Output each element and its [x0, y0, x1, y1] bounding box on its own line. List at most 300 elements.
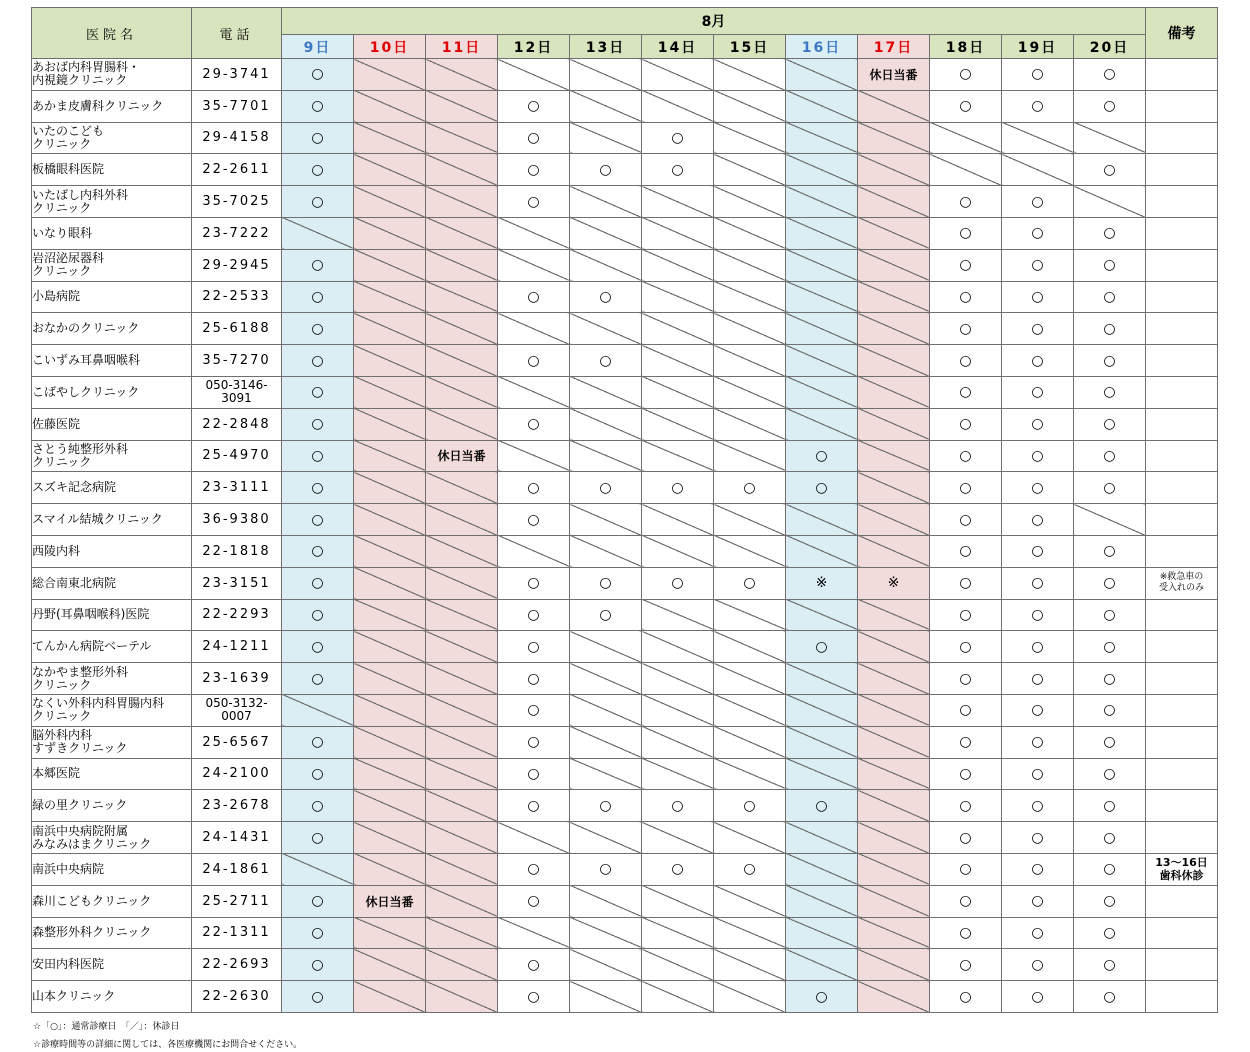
open-mark-cell: ○: [282, 981, 354, 1013]
closed-cell: [714, 313, 786, 345]
closed-cell: [354, 663, 426, 695]
closed-cell: [714, 694, 786, 726]
closed-cell: [570, 59, 642, 91]
closed-cell: [786, 535, 858, 567]
open-mark-cell: ○: [1002, 408, 1074, 440]
open-mark-cell: ○: [1074, 822, 1146, 854]
closed-cell: [354, 217, 426, 249]
closed-cell: [426, 408, 498, 440]
table-row: [32, 631, 1218, 663]
closed-cell: [786, 313, 858, 345]
closed-cell: [1074, 186, 1146, 218]
clinic-name: いたばし内科外科 クリニック: [32, 186, 192, 218]
clinic-phone: 22-2693: [192, 949, 282, 981]
remarks-cell: [1146, 472, 1218, 504]
remarks-cell: 13～16日 歯科休診: [1146, 853, 1218, 885]
closed-cell: [714, 281, 786, 313]
closed-cell: [1074, 122, 1146, 154]
open-mark-cell: ○: [282, 186, 354, 218]
clinic-phone: 22-2630: [192, 981, 282, 1013]
remarks-cell: [1146, 663, 1218, 695]
header-day-7: 16日: [786, 35, 858, 59]
clinic-name: 佐藤医院: [32, 408, 192, 440]
table-row: [32, 790, 1218, 822]
clinic-phone: 22-2848: [192, 408, 282, 440]
clinic-name: なくい外科内科胃腸内科 クリニック: [32, 694, 192, 726]
closed-cell: [858, 981, 930, 1013]
clinic-phone: 050-3132- 0007: [192, 694, 282, 726]
table-row: [32, 59, 1218, 91]
clinic-phone: 050-3146- 3091: [192, 376, 282, 408]
open-mark-cell: ○: [1002, 90, 1074, 122]
closed-cell: [714, 981, 786, 1013]
closed-cell: [786, 122, 858, 154]
open-mark-cell: ○: [1074, 790, 1146, 822]
open-mark-cell: ○: [282, 726, 354, 758]
open-mark-cell: ○: [498, 790, 570, 822]
clinic-phone: 25-4970: [192, 440, 282, 472]
holiday-duty-cell: [354, 885, 426, 917]
open-mark-cell: ○: [1074, 408, 1146, 440]
closed-cell: [858, 694, 930, 726]
holiday-duty-label: 休日当番: [437, 449, 486, 464]
closed-cell: [426, 663, 498, 695]
closed-cell: [354, 758, 426, 790]
closed-cell: [426, 472, 498, 504]
closed-cell: [498, 217, 570, 249]
closed-cell: [858, 599, 930, 631]
open-mark-cell: ○: [282, 885, 354, 917]
open-mark-cell: ○: [282, 917, 354, 949]
open-mark-cell: ○: [1002, 885, 1074, 917]
table-row: [32, 408, 1218, 440]
closed-cell: [354, 790, 426, 822]
closed-cell: [354, 631, 426, 663]
closed-cell: [858, 631, 930, 663]
closed-cell: [930, 154, 1002, 186]
remarks-cell: [1146, 249, 1218, 281]
clinic-name: 小島病院: [32, 281, 192, 313]
closed-cell: [570, 758, 642, 790]
closed-cell: [426, 281, 498, 313]
open-mark-cell: ○: [930, 376, 1002, 408]
closed-cell: [642, 599, 714, 631]
open-mark-cell: ○: [498, 345, 570, 377]
open-mark-cell: ○: [930, 217, 1002, 249]
closed-cell: [426, 186, 498, 218]
open-mark-cell: ○: [930, 726, 1002, 758]
clinic-name: スズキ記念病院: [32, 472, 192, 504]
closed-cell: [642, 345, 714, 377]
open-mark-cell: ○: [714, 853, 786, 885]
clinic-name: 板橋眼科医院: [32, 154, 192, 186]
closed-cell: [426, 535, 498, 567]
remarks-cell: [1146, 949, 1218, 981]
closed-cell: [642, 917, 714, 949]
clinic-name: 森川こどもクリニック: [32, 885, 192, 917]
open-mark-cell: ○: [498, 408, 570, 440]
closed-cell: [858, 663, 930, 695]
closed-cell: [642, 822, 714, 854]
open-mark-cell: ○: [282, 90, 354, 122]
table-row: [32, 694, 1218, 726]
open-mark-cell: ○: [570, 472, 642, 504]
closed-cell: [642, 59, 714, 91]
remarks-cell: [1146, 726, 1218, 758]
closed-cell: [642, 885, 714, 917]
closed-cell: [570, 917, 642, 949]
open-mark-cell: ○: [570, 281, 642, 313]
open-mark-cell: ○: [1074, 376, 1146, 408]
open-mark-cell: ○: [498, 186, 570, 218]
closed-cell: [426, 885, 498, 917]
table-row: [32, 313, 1218, 345]
open-mark-cell: ○: [282, 313, 354, 345]
closed-cell: [354, 59, 426, 91]
open-mark-cell: ○: [282, 440, 354, 472]
open-mark-cell: ○: [930, 822, 1002, 854]
open-mark-cell: ○: [1074, 59, 1146, 91]
clinic-phone: 22-2293: [192, 599, 282, 631]
open-mark-cell: ○: [642, 790, 714, 822]
closed-cell: [570, 217, 642, 249]
closed-cell: [282, 217, 354, 249]
closed-cell: [642, 408, 714, 440]
open-mark-cell: ○: [1074, 90, 1146, 122]
closed-cell: [642, 313, 714, 345]
closed-cell: [354, 281, 426, 313]
closed-cell: [642, 281, 714, 313]
table-row: [32, 90, 1218, 122]
closed-cell: [714, 663, 786, 695]
remarks-cell: [1146, 440, 1218, 472]
closed-cell: [354, 408, 426, 440]
open-mark-cell: ○: [786, 472, 858, 504]
closed-cell: [714, 249, 786, 281]
open-mark-cell: ○: [930, 599, 1002, 631]
open-mark-cell: ○: [786, 790, 858, 822]
special-mark-cell: ※: [858, 567, 930, 599]
closed-cell: [786, 694, 858, 726]
open-mark-cell: ○: [930, 313, 1002, 345]
header-phone: 電話: [192, 8, 282, 59]
schedule-body: [32, 59, 1218, 1013]
open-mark-cell: ○: [1002, 599, 1074, 631]
closed-cell: [426, 822, 498, 854]
closed-cell: [642, 726, 714, 758]
closed-cell: [354, 917, 426, 949]
table-row: [32, 853, 1218, 885]
closed-cell: [786, 917, 858, 949]
table-row: [32, 504, 1218, 536]
open-mark-cell: ○: [282, 949, 354, 981]
remarks-cell: [1146, 758, 1218, 790]
clinic-phone: 29-2945: [192, 249, 282, 281]
header-day-9: 18日: [930, 35, 1002, 59]
closed-cell: [714, 217, 786, 249]
clinic-name: いたのこども クリニック: [32, 122, 192, 154]
clinic-name: 南浜中央病院: [32, 853, 192, 885]
open-mark-cell: ○: [642, 567, 714, 599]
closed-cell: [354, 535, 426, 567]
clinic-phone: 23-1639: [192, 663, 282, 695]
remarks-cell: [1146, 790, 1218, 822]
closed-cell: [1002, 122, 1074, 154]
open-mark-cell: ○: [930, 59, 1002, 91]
closed-cell: [786, 281, 858, 313]
open-mark-cell: ○: [282, 408, 354, 440]
closed-cell: [858, 376, 930, 408]
table-row: [32, 663, 1218, 695]
closed-cell: [354, 122, 426, 154]
open-mark-cell: ○: [282, 376, 354, 408]
closed-cell: [570, 313, 642, 345]
open-mark-cell: ○: [930, 408, 1002, 440]
clinic-phone: 23-2678: [192, 790, 282, 822]
open-mark-cell: ○: [498, 981, 570, 1013]
clinic-phone: 24-1211: [192, 631, 282, 663]
table-row: [32, 949, 1218, 981]
clinic-name: あかま皮膚科クリニック: [32, 90, 192, 122]
closed-cell: [858, 345, 930, 377]
closed-cell: [426, 949, 498, 981]
header-month: 8月: [282, 8, 1146, 35]
open-mark-cell: ○: [1074, 758, 1146, 790]
open-mark-cell: ○: [1074, 694, 1146, 726]
closed-cell: [642, 440, 714, 472]
closed-cell: [282, 694, 354, 726]
open-mark-cell: ○: [930, 885, 1002, 917]
open-mark-cell: ○: [282, 122, 354, 154]
table-row: [32, 186, 1218, 218]
open-mark-cell: ○: [570, 154, 642, 186]
closed-cell: [714, 186, 786, 218]
open-mark-cell: ○: [1002, 726, 1074, 758]
open-mark-cell: ○: [570, 345, 642, 377]
open-mark-cell: ○: [930, 631, 1002, 663]
closed-cell: [786, 345, 858, 377]
closed-cell: [714, 504, 786, 536]
remarks-cell: [1146, 885, 1218, 917]
remarks-cell: [1146, 313, 1218, 345]
table-row: [32, 440, 1218, 472]
closed-cell: [714, 726, 786, 758]
closed-cell: [570, 694, 642, 726]
remarks-cell: [1146, 376, 1218, 408]
closed-cell: [570, 949, 642, 981]
open-mark-cell: ○: [498, 663, 570, 695]
open-mark-cell: ○: [786, 981, 858, 1013]
closed-cell: [498, 376, 570, 408]
remarks-cell: [1146, 345, 1218, 377]
closed-cell: [858, 535, 930, 567]
open-mark-cell: ○: [1074, 345, 1146, 377]
open-mark-cell: ○: [1002, 186, 1074, 218]
open-mark-cell: ○: [498, 154, 570, 186]
closed-cell: [714, 822, 786, 854]
header-day-6: 15日: [714, 35, 786, 59]
open-mark-cell: ○: [930, 90, 1002, 122]
closed-cell: [714, 885, 786, 917]
closed-cell: [858, 822, 930, 854]
clinic-phone: 22-1818: [192, 535, 282, 567]
table-row: [32, 249, 1218, 281]
open-mark-cell: ○: [282, 599, 354, 631]
closed-cell: [642, 949, 714, 981]
clinic-phone: 24-1431: [192, 822, 282, 854]
open-mark-cell: ○: [1002, 853, 1074, 885]
closed-cell: [426, 249, 498, 281]
open-mark-cell: ○: [786, 631, 858, 663]
remarks-cell: [1146, 981, 1218, 1013]
closed-cell: [570, 249, 642, 281]
closed-cell: [426, 694, 498, 726]
closed-cell: [1002, 154, 1074, 186]
open-mark-cell: ○: [1074, 981, 1146, 1013]
clinic-name: 西陵内科: [32, 535, 192, 567]
closed-cell: [786, 90, 858, 122]
open-mark-cell: ○: [282, 345, 354, 377]
open-mark-cell: ○: [1002, 790, 1074, 822]
closed-cell: [858, 90, 930, 122]
header-day-3: 12日: [498, 35, 570, 59]
open-mark-cell: ○: [498, 122, 570, 154]
open-mark-cell: ○: [282, 504, 354, 536]
open-mark-cell: ○: [570, 567, 642, 599]
table-row: [32, 981, 1218, 1013]
open-mark-cell: ○: [1002, 822, 1074, 854]
closed-cell: [354, 981, 426, 1013]
closed-cell: [858, 949, 930, 981]
open-mark-cell: ○: [1074, 281, 1146, 313]
open-mark-cell: ○: [930, 758, 1002, 790]
open-mark-cell: ○: [282, 822, 354, 854]
open-mark-cell: ○: [930, 853, 1002, 885]
clinic-phone: 25-6567: [192, 726, 282, 758]
closed-cell: [786, 822, 858, 854]
open-mark-cell: ○: [498, 567, 570, 599]
closed-cell: [642, 504, 714, 536]
open-mark-cell: ○: [642, 853, 714, 885]
closed-cell: [642, 535, 714, 567]
table-row: [32, 885, 1218, 917]
closed-cell: [714, 758, 786, 790]
open-mark-cell: ○: [930, 663, 1002, 695]
clinic-phone: 29-3741: [192, 59, 282, 91]
clinic-phone: 25-2711: [192, 885, 282, 917]
open-mark-cell: ○: [498, 631, 570, 663]
open-mark-cell: ○: [1002, 535, 1074, 567]
table-row: [32, 599, 1218, 631]
closed-cell: [498, 313, 570, 345]
closed-cell: [354, 249, 426, 281]
closed-cell: [570, 440, 642, 472]
closed-cell: [786, 885, 858, 917]
closed-cell: [642, 663, 714, 695]
header-day-0: 9日: [282, 35, 354, 59]
closed-cell: [426, 853, 498, 885]
open-mark-cell: ○: [1074, 249, 1146, 281]
remarks-cell: [1146, 59, 1218, 91]
closed-cell: [426, 631, 498, 663]
closed-cell: [858, 408, 930, 440]
open-mark-cell: ○: [570, 853, 642, 885]
open-mark-cell: ○: [1074, 853, 1146, 885]
closed-cell: [786, 154, 858, 186]
clinic-phone: 35-7270: [192, 345, 282, 377]
clinic-phone: 22-1311: [192, 917, 282, 949]
remarks-cell: [1146, 186, 1218, 218]
remarks-cell: ※救急車の 受入れのみ: [1146, 567, 1218, 599]
open-mark-cell: ○: [498, 281, 570, 313]
closed-cell: [642, 249, 714, 281]
closed-cell: [714, 376, 786, 408]
closed-cell: [570, 122, 642, 154]
remarks-cell: [1146, 281, 1218, 313]
clinic-name: 岩沼泌尿器科 クリニック: [32, 249, 192, 281]
remarks-cell: [1146, 122, 1218, 154]
open-mark-cell: ○: [1074, 726, 1146, 758]
closed-cell: [858, 122, 930, 154]
closed-cell: [786, 758, 858, 790]
open-mark-cell: ○: [714, 790, 786, 822]
closed-cell: [714, 917, 786, 949]
closed-cell: [858, 790, 930, 822]
closed-cell: [570, 981, 642, 1013]
clinic-phone: 22-2533: [192, 281, 282, 313]
clinic-phone: 36-9380: [192, 504, 282, 536]
closed-cell: [714, 535, 786, 567]
open-mark-cell: ○: [570, 790, 642, 822]
header-day-1: 10日: [354, 35, 426, 59]
closed-cell: [426, 504, 498, 536]
open-mark-cell: ○: [1002, 249, 1074, 281]
closed-cell: [642, 90, 714, 122]
open-mark-cell: ○: [282, 663, 354, 695]
open-mark-cell: ○: [1002, 472, 1074, 504]
closed-cell: [570, 535, 642, 567]
closed-cell: [354, 440, 426, 472]
closed-cell: [354, 504, 426, 536]
clinic-phone: 25-6188: [192, 313, 282, 345]
remarks-cell: [1146, 154, 1218, 186]
closed-cell: [570, 408, 642, 440]
open-mark-cell: ○: [642, 472, 714, 504]
open-mark-cell: ○: [714, 567, 786, 599]
clinic-name: こいずみ耳鼻咽喉科: [32, 345, 192, 377]
clinic-phone: 23-7222: [192, 217, 282, 249]
open-mark-cell: ○: [930, 567, 1002, 599]
closed-cell: [786, 376, 858, 408]
closed-cell: [426, 122, 498, 154]
closed-cell: [426, 59, 498, 91]
open-mark-cell: ○: [1002, 694, 1074, 726]
closed-cell: [714, 440, 786, 472]
open-mark-cell: ○: [1002, 59, 1074, 91]
closed-cell: [426, 313, 498, 345]
closed-cell: [354, 154, 426, 186]
closed-cell: [570, 504, 642, 536]
closed-cell: [354, 376, 426, 408]
closed-cell: [426, 345, 498, 377]
closed-cell: [570, 90, 642, 122]
closed-cell: [858, 281, 930, 313]
closed-cell: [426, 726, 498, 758]
clinic-phone: 29-4158: [192, 122, 282, 154]
holiday-duty-cell: [858, 59, 930, 91]
open-mark-cell: ○: [282, 567, 354, 599]
closed-cell: [354, 949, 426, 981]
